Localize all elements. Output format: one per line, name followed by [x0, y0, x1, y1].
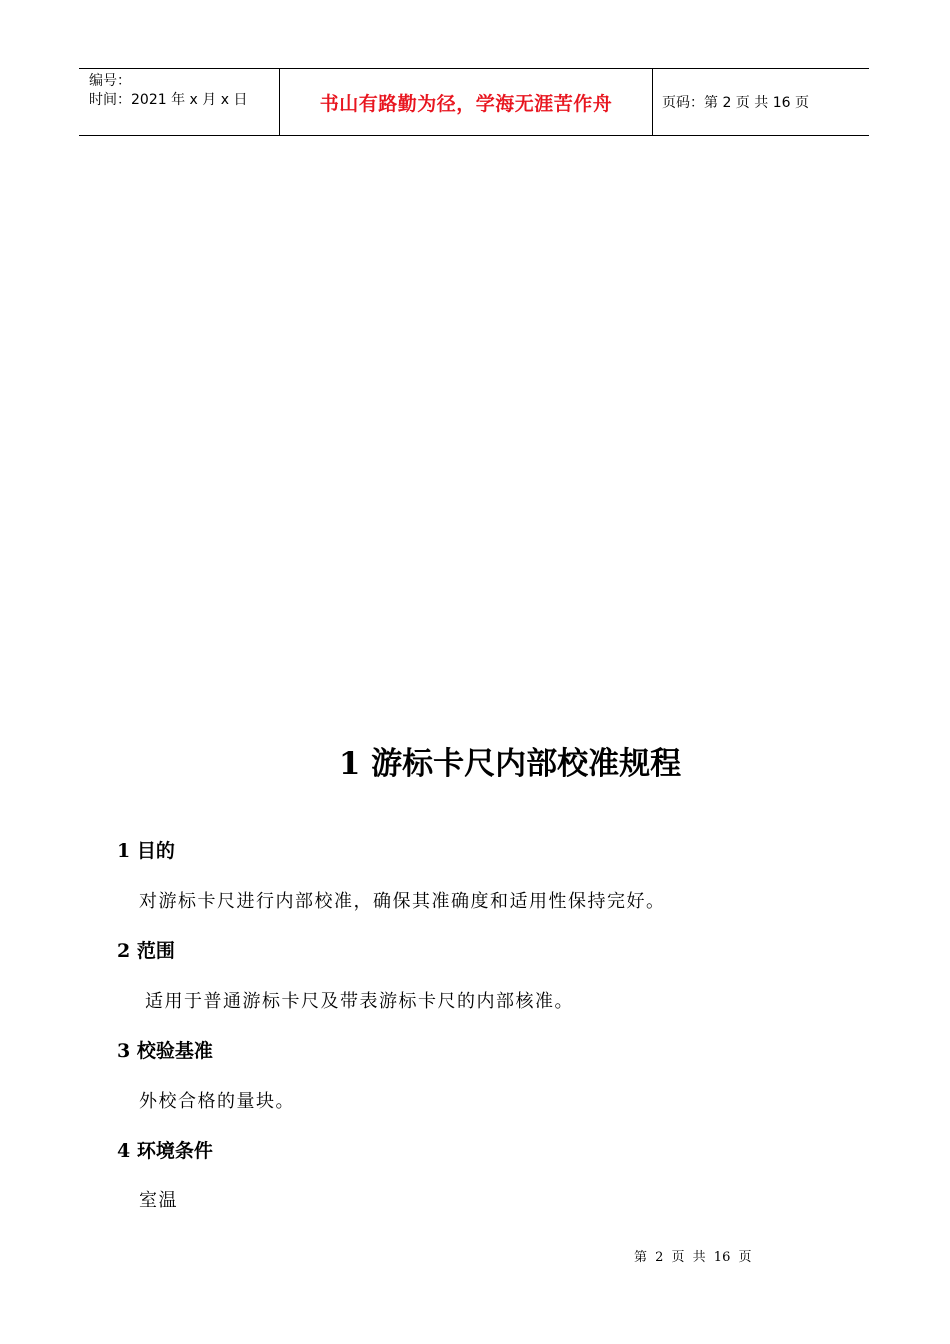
- page-header: [79, 68, 869, 136]
- section-body-reference: 外校合格的量块。: [139, 1091, 295, 1112]
- header-page-cell: [653, 69, 869, 135]
- section-body-scope: 适用于普通游标卡尺及带表游标卡尺的内部核准。: [145, 991, 574, 1012]
- document-date: 时间：2021 年 x 月 x 日: [89, 92, 248, 108]
- document-number-label: 编号：: [89, 73, 131, 89]
- section-heading-environment: 4 环境条件: [117, 1140, 213, 1162]
- header-motto-cell: [280, 69, 653, 135]
- section-body-purpose: 对游标卡尺进行内部校准，确保其准确度和适用性保持完好。: [139, 891, 666, 912]
- header-meta-cell: [79, 69, 280, 135]
- header-motto: 书山有路勤为径，学海无涯苦作舟: [319, 92, 613, 115]
- section-body-environment: 室温: [139, 1190, 178, 1211]
- document-title: 1 游标卡尺内部校准规程: [338, 746, 682, 782]
- header-page-info: 页码：第 2 页 共 16 页: [662, 95, 809, 111]
- page-footer: 第 2 页 共 16 页: [634, 1250, 752, 1265]
- section-heading-scope: 2 范围: [117, 940, 175, 962]
- section-heading-purpose: 1 目的: [117, 840, 175, 862]
- section-heading-reference: 3 校验基准: [117, 1040, 213, 1062]
